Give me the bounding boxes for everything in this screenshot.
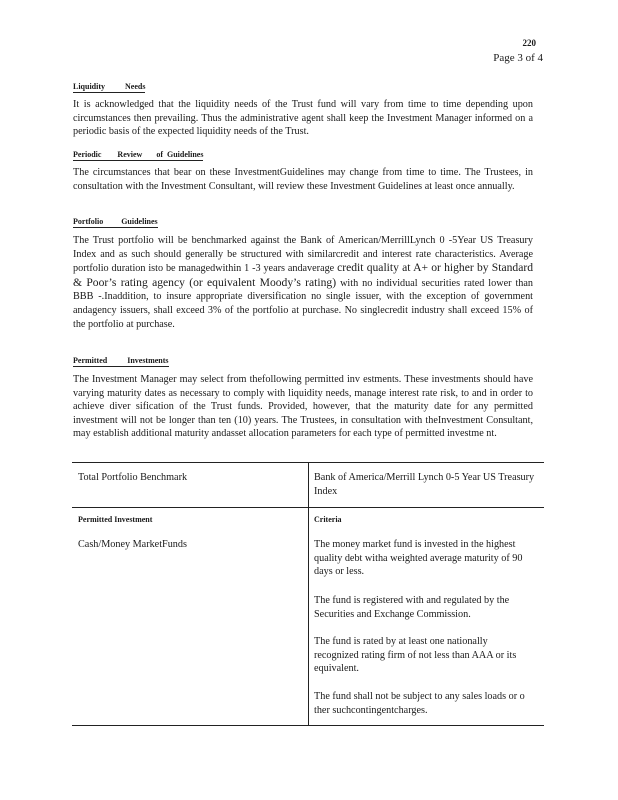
portfolio-guidelines-credit-quality: credit quality at A+ or higher by Standard & Poor’s rating agency (or equivalent Moody’s rating) <box>73 261 533 289</box>
criteria-item: The fund shall not be subject to any sales loads or o ther suchcontingentcharges. <box>314 691 525 716</box>
portfolio-guidelines-text-a: The Trust portfolio will be benchmarked against the Bank of American/MerrillLynch 0 -5Year US Treasury Index and as such should generally be structured with similarcredit and interest rate characteristics. Average portfolio duration isto be managedwithin 1 -3 years andaverage <box>73 235 533 275</box>
liquidity-needs-paragraph: It is acknowledged that the liquidity needs of the Trust fund will vary from time to time depending upon circumstances then prevailing. Thus the administrative agent shall keep the Investment Manager informed on a periodic basis of the expected liquidity needs of the Trust. <box>73 99 533 138</box>
portfolio-guidelines-heading: Portfolio Guidelines <box>73 217 158 226</box>
criteria-item: The fund is registered with and regulated by the Securities and Exchange Commission. <box>314 595 510 620</box>
permitted-investment-column-header: Permitted Investment <box>78 515 153 524</box>
table-row-divider <box>72 507 544 508</box>
portfolio-guidelines-paragraph <box>73 234 533 331</box>
benchmark-value: Bank of America/Merrill Lynch 0-5 Year US Treasury Index <box>314 472 535 497</box>
permitted-investments-heading: Permitted Investments <box>73 356 169 365</box>
criteria-item: The fund is rated by at least one nationally recognized rating firm of not less than AAA or its equivalent. <box>314 636 517 675</box>
investment-type: Cash/Money MarketFunds <box>78 539 187 550</box>
page-number-stamp: 220 <box>522 38 536 48</box>
periodic-review-heading: Periodic Review of Guidelines <box>73 150 204 159</box>
investment-table <box>72 462 544 726</box>
criteria-column-header: Criteria <box>314 515 342 524</box>
permitted-investments-paragraph: The Investment Manager may select from thefollowing permitted inv estments. These investments should have varying maturity dates as necessary to comply with liquidity needs, manage interest rate risk, to and in order to achieve diver sification of the Trust funds. Provided, however, that the maturity date for any permitted investment will not be longer than ten (10) years. The Trustees, in consultation with theInvestment Consultant, may establish additional maturity andasset allocation parameters for each type of permitted investme nt. <box>73 374 533 440</box>
page-indicator: Page 3 of 4 <box>493 52 543 64</box>
table-column-divider <box>308 463 309 725</box>
benchmark-label: Total Portfolio Benchmark <box>78 472 188 483</box>
periodic-review-paragraph: The circumstances that bear on these InvestmentGuidelines may change from time to time. The Trustees, in consultation with the Investment Consultant, will review these Investment Guidelines at least once annually. <box>73 167 533 192</box>
criteria-item: The money market fund is invested in the highest quality debt witha weighted average maturity of 90 days or less. <box>314 539 523 578</box>
portfolio-guidelines-text-c: with no individual securities rated lower than BBB -.Inaddition, to insure appropriate diversification no single issuer, with the exception of government andagency issuers, shall exceed 3% of the portfolio at purchase. No singlecredit industry shall exceed 15% of the portfolio at purchase. <box>73 277 534 330</box>
liquidity-needs-heading: Liquidity Needs <box>73 82 146 91</box>
